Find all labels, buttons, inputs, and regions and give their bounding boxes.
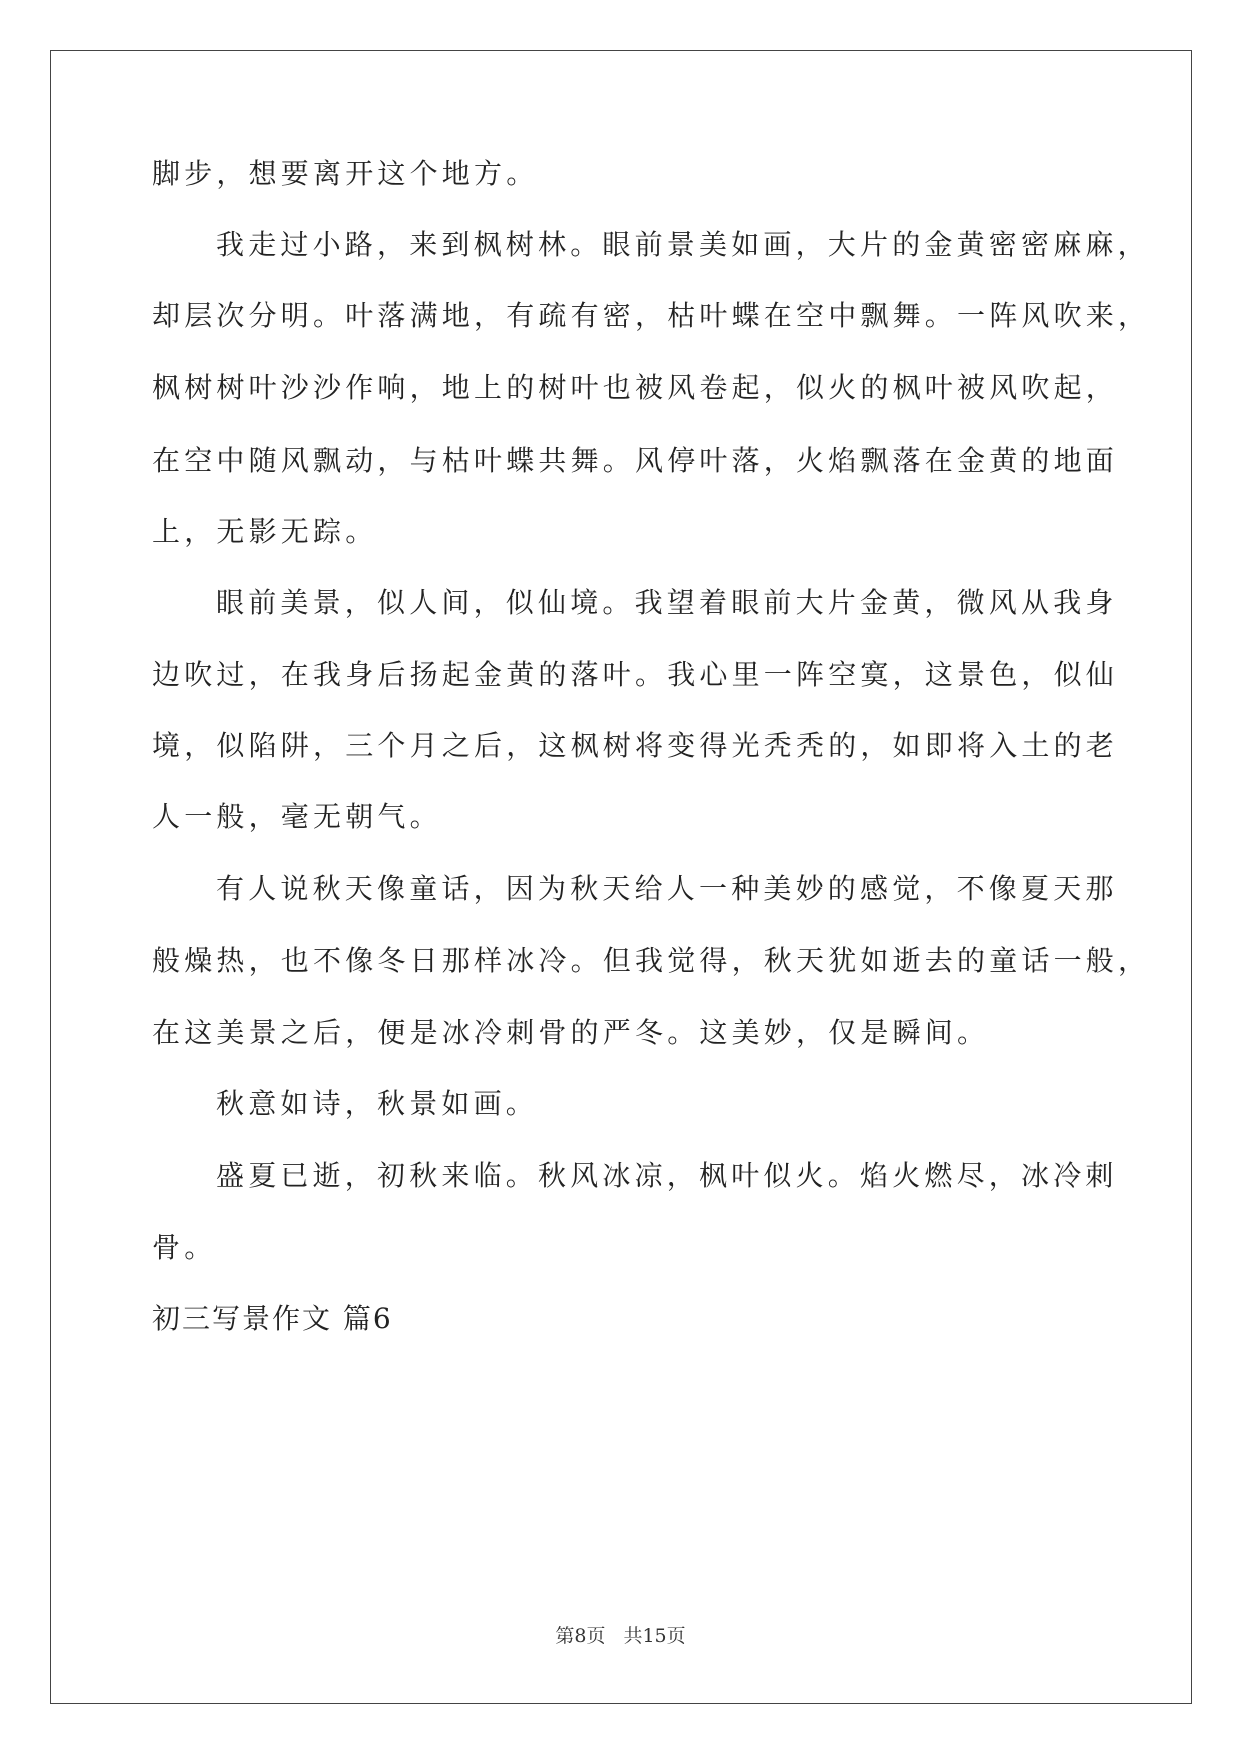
section-heading: 初三写景作文 篇6 [152, 1302, 393, 1335]
text-line: 境，似陷阱，三个月之后，这枫树将变得光秃秃的，如即将入土的老 [152, 729, 1119, 762]
text-line: 我走过小路，来到枫树林。眼前景美如画，大片的金黄密密麻麻， [216, 228, 1150, 261]
text-line: 上，无影无踪。 [152, 515, 378, 548]
text-line: 人一般，毫无朝气。 [152, 800, 442, 833]
text-line: 边吹过，在我身后扬起金黄的落叶。我心里一阵空寞，这景色，似仙 [152, 658, 1119, 691]
current-page-number: 第8页 [555, 1625, 606, 1647]
text-line: 骨。 [152, 1231, 217, 1264]
text-line: 脚步，想要离开这个地方。 [152, 157, 539, 190]
text-line: 有人说秋天像童话，因为秋天给人一种美妙的感觉，不像夏天那 [216, 872, 1118, 905]
text-line: 枫树树叶沙沙作响，地上的树叶也被风卷起，似火的枫叶被风吹起， [152, 371, 1119, 404]
total-page-count: 共15页 [623, 1625, 686, 1647]
text-line: 般燥热，也不像冬日那样冰冷。但我觉得，秋天犹如逝去的童话一般， [152, 944, 1151, 977]
text-line: 在空中随风飘动，与枯叶蝶共舞。风停叶落，火焰飘落在金黄的地面 [152, 444, 1119, 477]
text-line: 盛夏已逝，初秋来临。秋风冰凉，枫叶似火。焰火燃尽，冰冷刺 [216, 1159, 1118, 1192]
text-line: 秋意如诗，秋景如画。 [216, 1087, 539, 1120]
text-line: 在这美景之后，便是冰冷刺骨的严冬。这美妙，仅是瞬间。 [152, 1016, 990, 1049]
text-line: 眼前美景，似人间，似仙境。我望着眼前大片金黄，微风从我身 [216, 586, 1118, 619]
text-line: 却层次分明。叶落满地，有疏有密，枯叶蝶在空中飘舞。一阵风吹来， [152, 299, 1151, 332]
page-footer [0, 1624, 1241, 1648]
